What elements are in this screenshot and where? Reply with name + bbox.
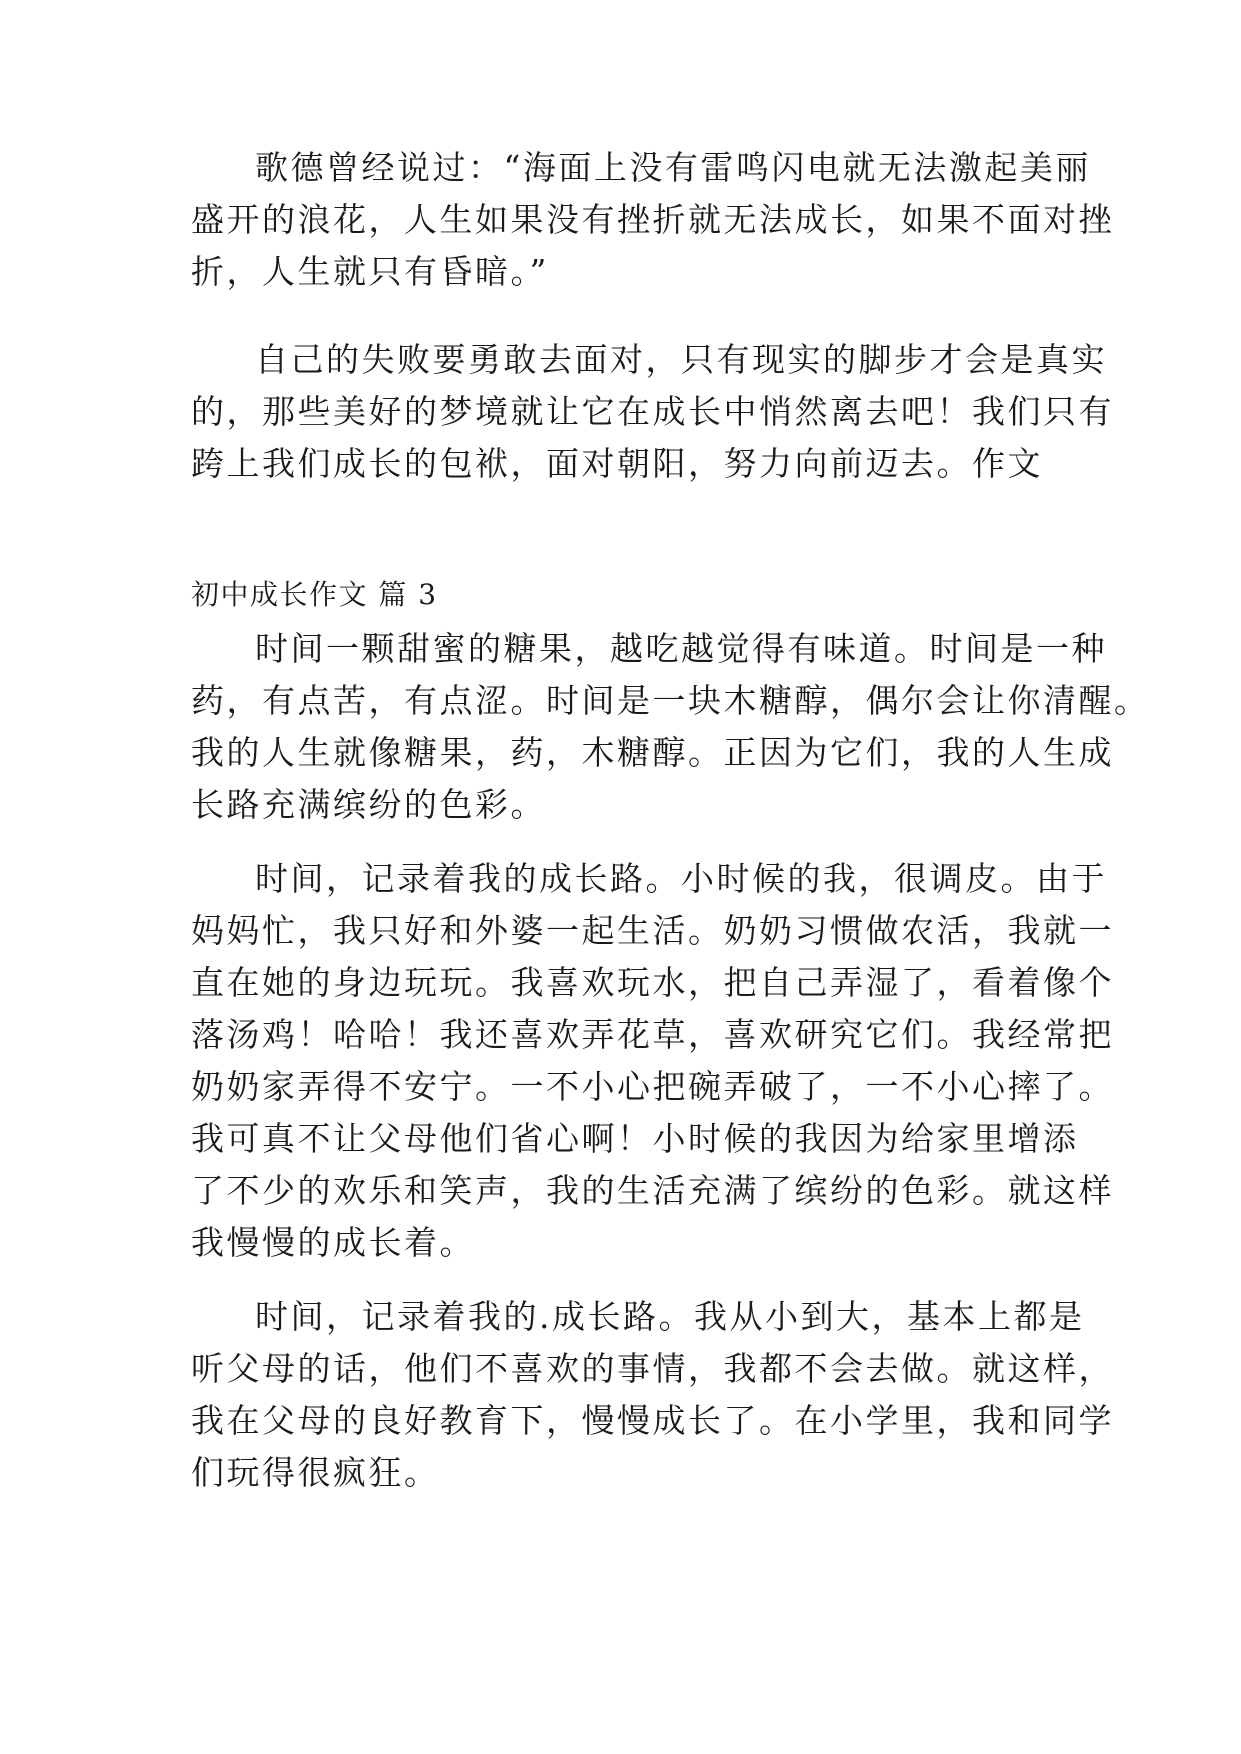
paragraph-4-line-7: 了不少的欢乐和笑声，我的生活充满了缤纷的色彩。就这样 xyxy=(191,1171,1114,1210)
paragraph-2-line-1: 自己的失败要勇敢去面对，只有现实的脚步才会是真实 xyxy=(255,340,1107,379)
paragraph-5-line-1: 时间，记录着我的.成长路。我从小到大，基本上都是 xyxy=(255,1297,1085,1336)
paragraph-4-line-1: 时间，记录着我的成长路。小时候的我，很调皮。由于 xyxy=(255,859,1107,898)
paragraph-4-line-3: 直在她的身边玩玩。我喜欢玩水，把自己弄湿了，看着像个 xyxy=(191,963,1114,1002)
paragraph-2-line-3: 跨上我们成长的包袱，面对朝阳，努力向前迈去。作文 xyxy=(191,444,1043,483)
paragraph-1-line-1: 歌德曾经说过：“海面上没有雷鸣闪电就无法激起美丽 xyxy=(255,148,1091,187)
paragraph-4-line-5: 奶奶家弄得不安宁。一不小心把碗弄破了，一不小心摔了。 xyxy=(191,1067,1114,1106)
paragraph-3-line-3: 我的人生就像糖果，药，木糖醇。正因为它们，我的人生成 xyxy=(191,733,1114,772)
paragraph-1-line-2: 盛开的浪花，人生如果没有挫折就无法成长，如果不面对挫 xyxy=(191,200,1114,239)
paragraph-3-line-4: 长路充满缤纷的色彩。 xyxy=(191,785,546,824)
paragraph-5-line-2: 听父母的话，他们不喜欢的事情，我都不会去做。就这样， xyxy=(191,1349,1114,1388)
paragraph-2-line-2: 的，那些美好的梦境就让它在成长中悄然离去吧！我们只有 xyxy=(191,392,1114,431)
paragraph-4-line-6: 我可真不让父母他们省心啊！小时候的我因为给家里增添 xyxy=(191,1119,1079,1158)
paragraph-4-line-2: 妈妈忙，我只好和外婆一起生活。奶奶习惯做农活，我就一 xyxy=(191,911,1114,950)
paragraph-4-line-4: 落汤鸡！哈哈！我还喜欢弄花草，喜欢研究它们。我经常把 xyxy=(191,1015,1114,1054)
paragraph-5-line-4: 们玩得很疯狂。 xyxy=(191,1453,440,1492)
paragraph-1-line-3: 折，人生就只有昏暗。” xyxy=(191,252,549,291)
paragraph-3-line-2: 药，有点苦，有点涩。时间是一块木糖醇，偶尔会让你清醒。 xyxy=(191,681,1150,720)
paragraph-4-line-8: 我慢慢的成长着。 xyxy=(191,1223,475,1262)
section-heading: 初中成长作文 篇 3 xyxy=(191,578,438,611)
paragraph-5-line-3: 我在父母的良好教育下，慢慢成长了。在小学里，我和同学 xyxy=(191,1401,1114,1440)
paragraph-3-line-1: 时间一颗甜蜜的糖果，越吃越觉得有味道。时间是一种 xyxy=(255,629,1107,668)
